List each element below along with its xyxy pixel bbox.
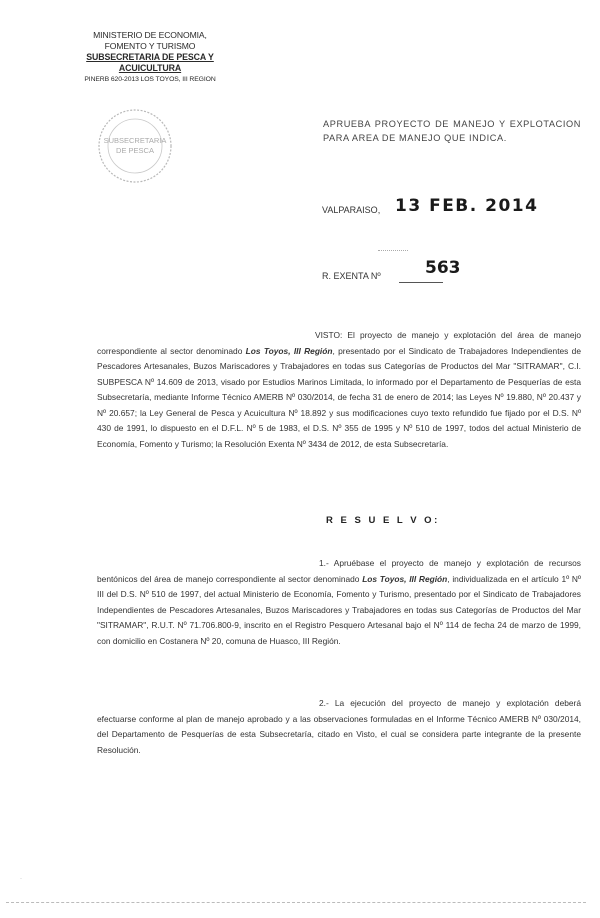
resolution-label: R. EXENTA Nº [322,271,381,281]
item-2-paragraph [97,696,581,758]
date-stamp: 13 FEB. 2014 [395,196,539,216]
item-1-sector: Los Toyos, III Región [362,573,448,584]
place-label: VALPARAISO, [322,205,381,215]
resuelvo-heading: R E S U E L V O: [326,515,440,526]
faint-mark [378,250,408,251]
margin-mark: · [20,876,22,882]
reference-line: PINERB 620-2013 LOS TOYOS, III REGION [84,76,216,83]
item-1-text-2: , individualizada en el artículo 1º Nº III del D.S. Nº 510 de 1997, del actual Ministerio de Economía, Fomento y Turismo, presentado por el Sindicato de Trabajadores Independientes de Pescadores Artesanales, Buzos Mariscadores y Trabajadores en todas sus Categorías de Productos del Mar "SITRAMAR", R.U.T. Nº 71.706.800-9, inscrito en el Registro Pesquero Artesanal bajo el Nº 114 de fecha 24 de marzo de 1999, con domicilio en Costanera Nº 20, comuna de Huasco, III Región. [97,573,581,646]
item-2-text: explotación deberá efectuarse conforme al plan de manejo aprobado y a las observaciones formuladas en el Informe Técnico AMERB Nº 030/2014, del Departamento de Pesquerías de esta Subsecretaría, citado en Visto, el cual se considera parte integrante de la presente Resolución. [97,698,581,755]
sector-name: Los Toyos, III Región [245,345,333,356]
footer-line [6,902,586,903]
seal-text-2: DE PESCA [116,146,154,155]
resolution-number: 563 [425,258,461,278]
letterhead [55,30,245,85]
item-1-text: explotación de recursos bentónicos del área de manejo correspondiente al sector denominado [97,558,581,584]
ministry-line: MINISTERIO DE ECONOMIA, [93,30,207,40]
resolution-number-line [399,282,443,283]
undersecretariat-line: SUBSECRETARIA DE PESCA Y ACUICULTURA [86,52,214,73]
official-seal [95,106,175,186]
item-1-lead: 1.- Apruébase el proyecto de manejo y [319,558,481,568]
item-1-paragraph [97,556,581,649]
visto-text-2: , presentado por el Sindicato de Trabajadores Independientes de Pescadores Artesanales, Buzos Mariscadores y Trabajadores en todas sus Categorías de Productos del Mar "SITRAMAR", C.I. SUBPESCA Nº 14.609 de 2013, visado por Estudios Marinos Limitada, lo informado por el Departamento de Pesquerías de esta Subsecretaría, mediante Informe Técnico AMERB Nº 030/2014, de fecha 31 de enero de 2014; las Leyes Nº 19.880, Nº 20.437 y Nº 20.657; la Ley General de Pesca y Acuicultura Nº 18.892 y sus modificaciones cuyo texto refundido fue fijado por el D.S. Nº 430 de 1991, lo dispuesto en el D.F.L. Nº 5 de 1983, el D.S. Nº 355 de 1995 y Nº 510 de 1997, todos del actual Ministerio de Economía, Fomento y Turismo; la Resolución Exenta Nº 3434 de 2012, de esta Subsecretaría. [97,345,581,449]
visto-paragraph [97,328,581,452]
document-subject: APRUEBA PROYECTO DE MANEJO Y EXPLOTACION PARA AREA DE MANEJO QUE INDICA. [323,119,581,143]
seal-text-1: SUBSECRETARIA [103,136,167,145]
item-2-lead: 2.- La ejecución del proyecto de manejo y [319,698,501,708]
visto-lead: VISTO: [315,330,343,340]
ministry-line-2: FOMENTO Y TURISMO [104,41,196,51]
visto-text: El proyecto de manejo y explotación del área de manejo correspondiente al sector denominado [97,330,581,356]
